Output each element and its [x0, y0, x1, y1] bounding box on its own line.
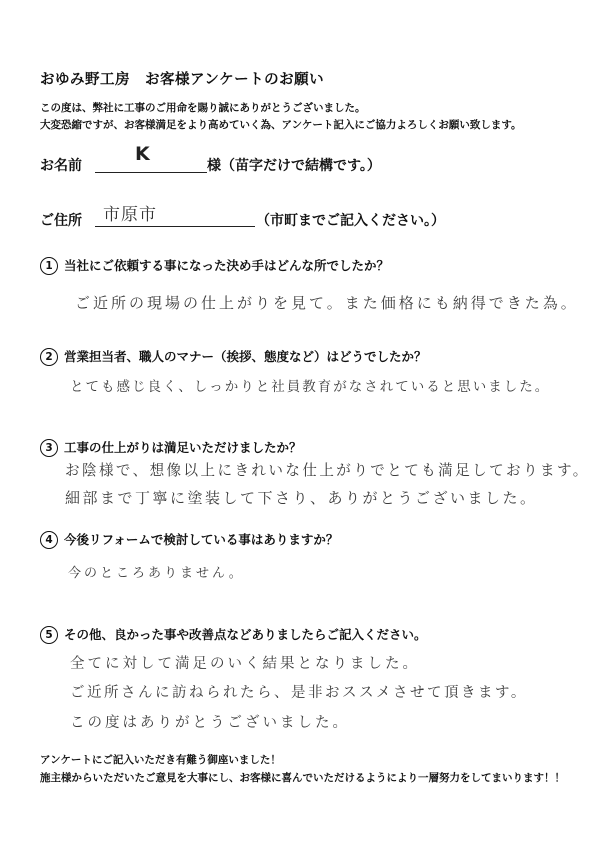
address-underline: [95, 226, 255, 227]
name-value: K: [135, 143, 150, 165]
address-value: 市原市: [103, 205, 157, 225]
question-5: [40, 625, 427, 644]
name-suffix: 様（苗字だけで結構です。）: [207, 158, 381, 174]
question-1: [40, 256, 389, 275]
name-underline: [95, 172, 207, 173]
question-text: 営業担当者、職人のマナー（挨拶、態度など）はどうでしたか？: [64, 349, 427, 364]
question-text: その他、良かった事や改善点などありましたらご記入ください。: [64, 627, 427, 642]
answer-2-line-1: とても感じ良く、しっかりと社員教育がなされていると思いました。: [70, 379, 551, 395]
address-label: ご住所: [40, 213, 82, 229]
answer-1-line-1: ご近所の現場の仕上がりを見て。また価格にも納得できた為。: [75, 294, 579, 312]
footer-line-1: アンケートにご記入いただき有難う御座いました！: [40, 754, 281, 766]
question-3: [40, 438, 302, 457]
name-label: お名前: [40, 158, 82, 174]
intro-line-1: この度は、弊社に工事のご用命を賜り誠にありがとうございました。: [40, 102, 366, 114]
address-suffix: （市町までご記入ください。）: [256, 213, 445, 229]
question-number: 4: [40, 531, 58, 549]
question-2: [40, 347, 427, 366]
answer-5-line-1: 全てに対して満足のいく結果となりました。: [70, 656, 420, 672]
question-number: 1: [40, 257, 58, 275]
question-number: 3: [40, 439, 58, 457]
answer-3-line-1: お陰様で、想像以上にきれいな仕上がりでとても満足しております。: [65, 461, 590, 479]
answer-5-line-2: ご近所さんに訪ねられたら、是非おススメさせて頂きます。: [70, 685, 528, 701]
survey-title: おゆみ野工房 お客様アンケートのお願い: [40, 72, 325, 88]
question-4: [40, 530, 338, 549]
intro-line-2: 大変恐縮ですが、お客様満足をより高めていく為、アンケート記入にご協力よろしくお願い致します。: [40, 119, 522, 131]
question-text: 工事の仕上がりは満足いただけましたか？: [64, 440, 302, 455]
question-number: 5: [40, 626, 58, 644]
footer-line-2: 施主様からいただいたご意見を大事にし、お客様に喜んでいただけるようにより一層努力をしてまいります！！: [40, 772, 565, 784]
answer-4-line-1: 今のところありません。: [68, 566, 245, 581]
question-text: 当社にご依頼する事になった決め手はどんな所でしたか？: [64, 258, 390, 273]
question-text: 今後リフォームで検討している事はありますか？: [64, 532, 339, 547]
answer-5-line-3: この度はありがとうございました。: [70, 715, 350, 731]
question-number: 2: [40, 348, 58, 366]
answer-3-line-2: 細部まで丁寧に塗装して下さり、ありがとうございました。: [65, 489, 538, 507]
